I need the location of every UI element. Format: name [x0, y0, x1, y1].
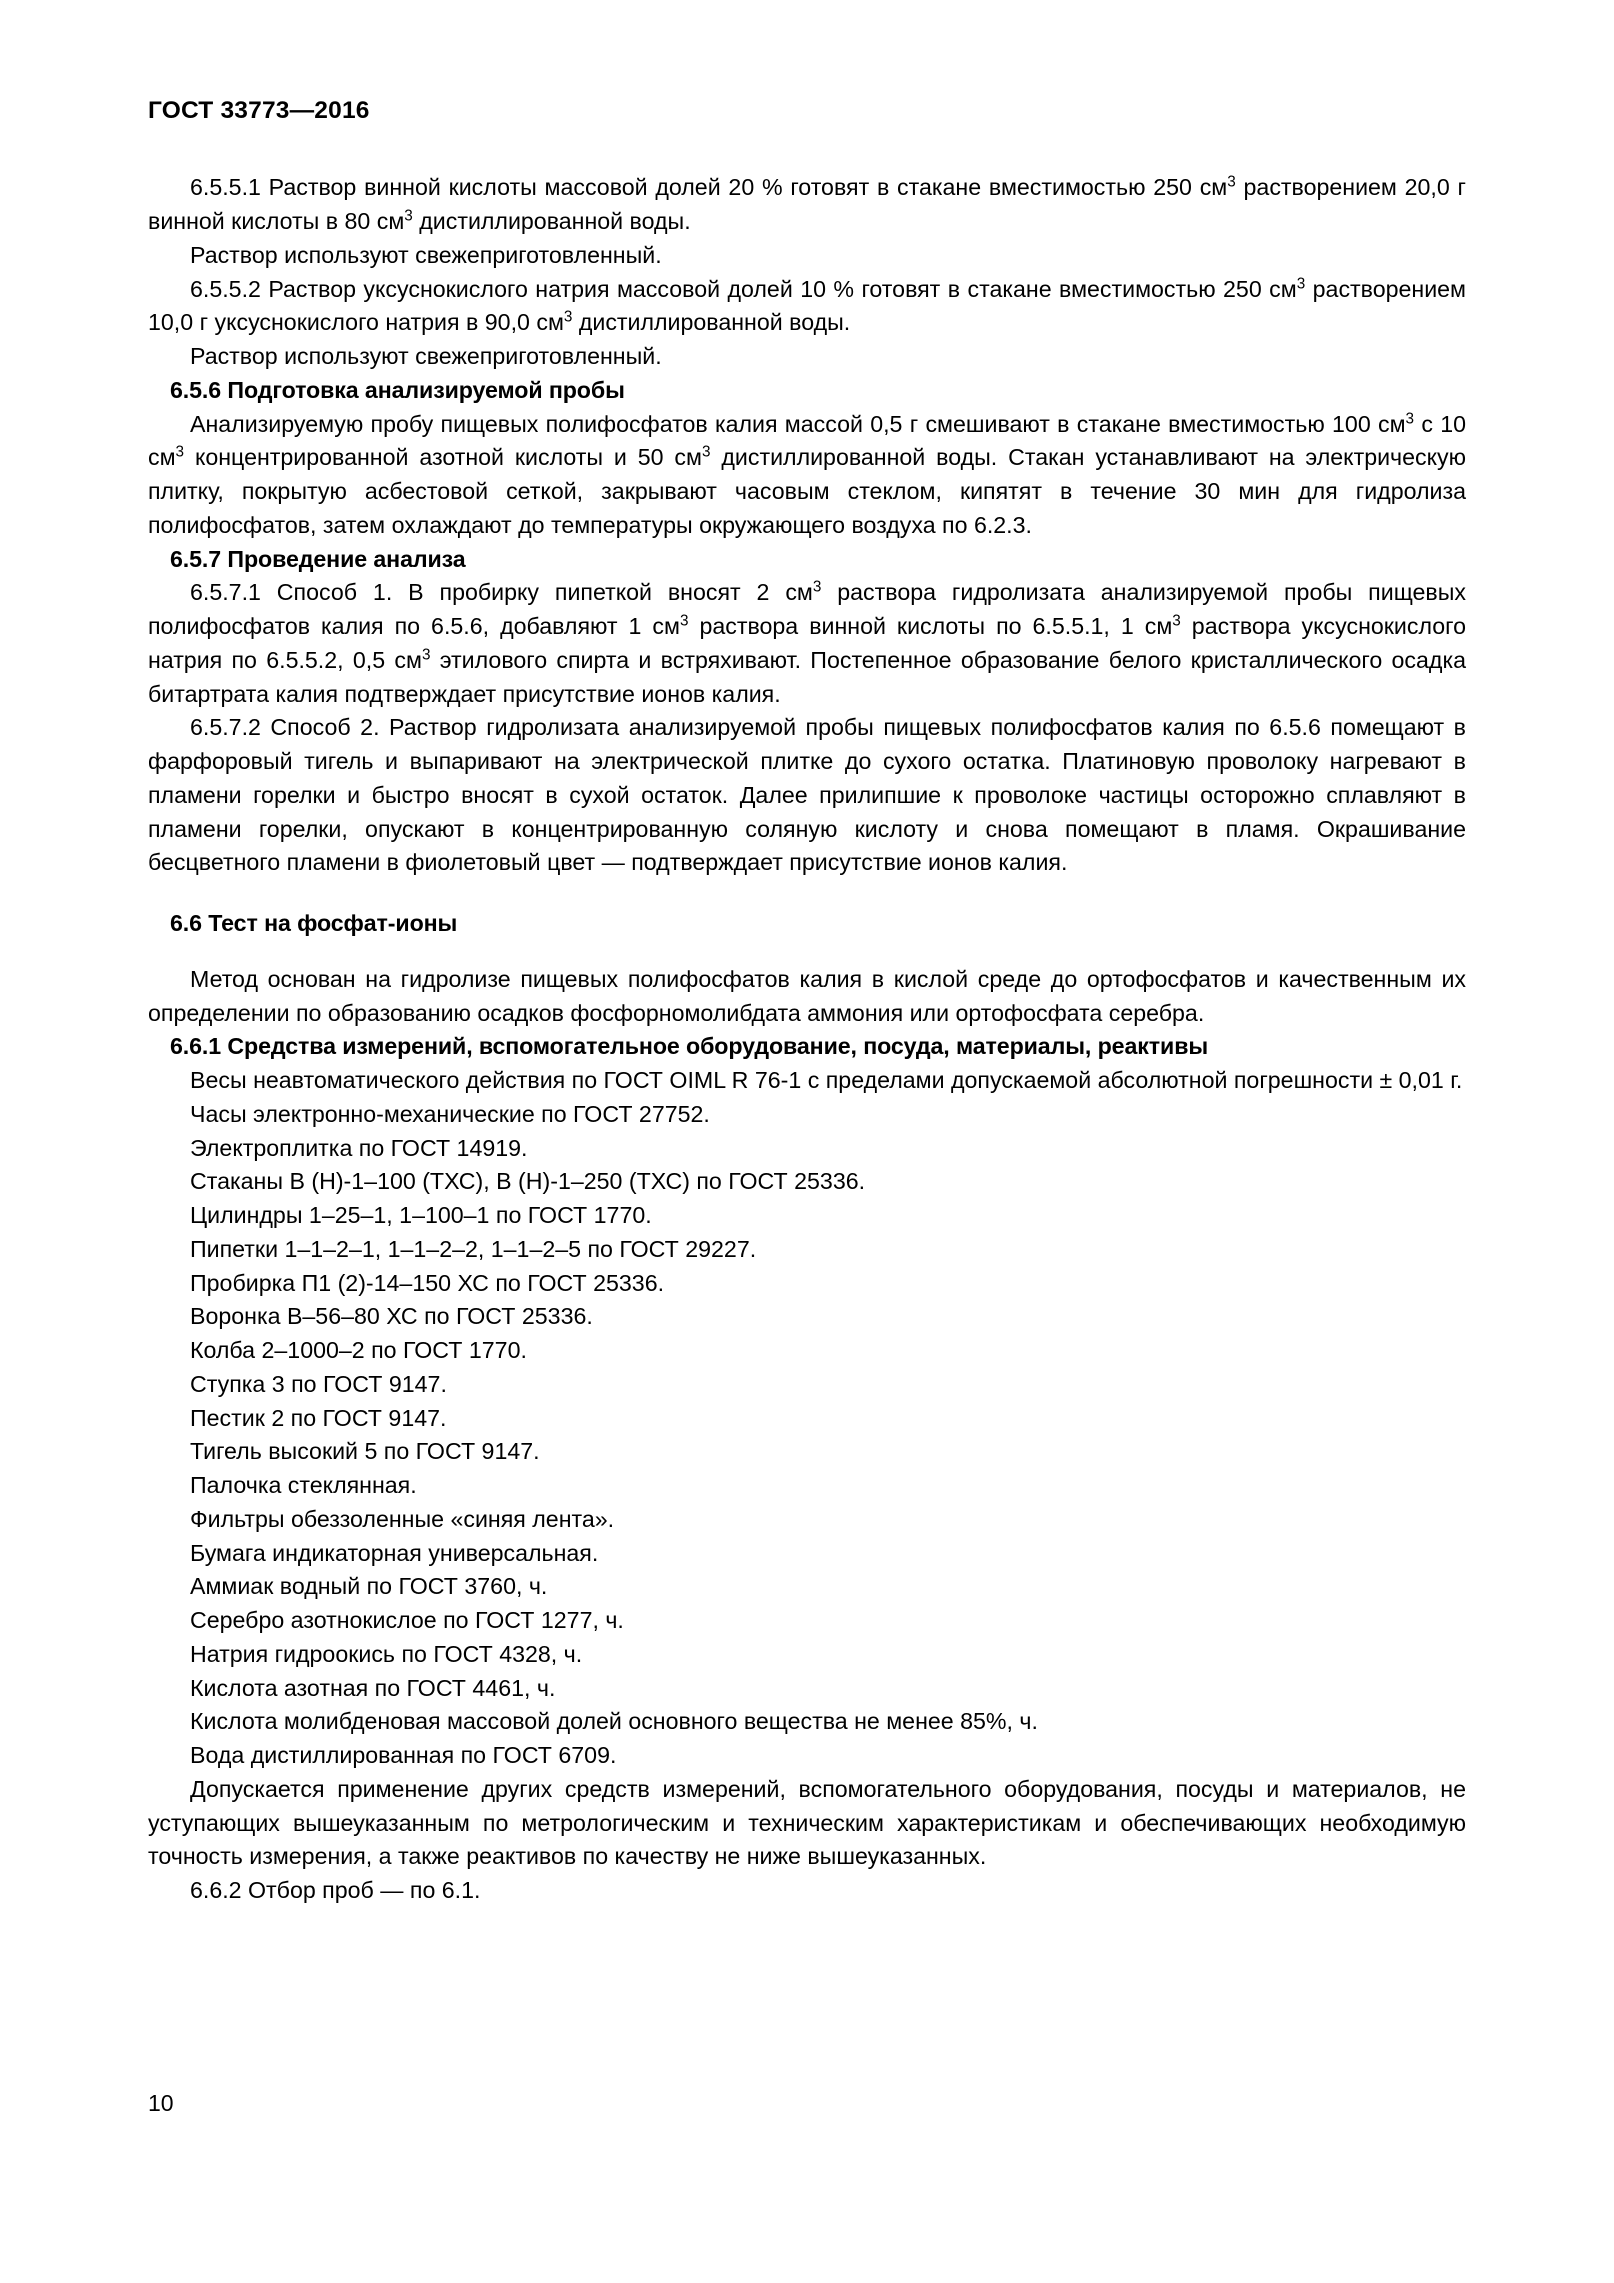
standard-header: ГОСТ 33773—2016 [148, 97, 370, 124]
list-item: Тигель высокий 5 по ГОСТ 9147. [190, 1438, 540, 1465]
list-item: Бумага индикаторная универсальная. [190, 1539, 599, 1566]
list-item: Палочка стеклянная. [190, 1472, 417, 1499]
superscript-cubic: 3 [1296, 274, 1306, 292]
clause-6-5-5-2-text-c: дистиллированной воды. [572, 309, 851, 336]
clause-6-5-5-1-text-c: дистиллированной воды. [412, 208, 691, 235]
note-fresh-solution-1: Раствор используют свежеприготовленный. [190, 241, 662, 268]
superscript-cubic: 3 [563, 308, 573, 326]
note-fresh-solution-2: Раствор используют свежеприготовленный. [190, 343, 662, 370]
list-item: Аммиак водный по ГОСТ 3760, ч. [190, 1573, 548, 1600]
list-item: Часы электронно-механические по ГОСТ 27752. [190, 1100, 710, 1127]
superscript-cubic: 3 [175, 443, 185, 461]
superscript-cubic: 3 [701, 443, 711, 461]
clause-6-6-method: Метод основан на гидролизе пищевых полифосфатов калия в кислой среде до ортофосфатов и качественным их определении по образованию осадков фосфорномолибдата аммония или ортофосфата серебра. [148, 965, 1466, 1026]
page-content [148, 96, 1466, 1908]
list-item: Стаканы В (Н)-1–100 (ТХС), В (Н)-1–250 (ТХС) по ГОСТ 25336. [190, 1168, 866, 1195]
list-item: Кислота азотная по ГОСТ 4461, ч. [190, 1674, 556, 1701]
clause-6-5-7-1-text-b: раствора гидролизата анализируемой пробы пищевых полифосфатов калия по 6.5.6, добавляют 1 см [148, 579, 1466, 640]
list-item: Серебро азотнокислое по ГОСТ 1277, ч. [190, 1607, 624, 1634]
clause-6-5-6-text-a: Анализируемую пробу пищевых полифосфатов калия массой 0,5 г смешивают в стакане вместимостью 100 см [190, 410, 1406, 437]
list-item: Воронка В–56–80 ХС по ГОСТ 25336. [190, 1303, 593, 1330]
clause-6-5-7-1-text-d: раствора уксуснокислого натрия по 6.5.5.2, 0,5 см [148, 613, 1466, 673]
clause-6-5-7-1-text-a: 6.5.7.1 Способ 1. В пробирку пипеткой вносят 2 см [190, 579, 813, 606]
heading-6-6-1: 6.6.1 Средства измерений, вспомогательное оборудование, посуда, материалы, реактивы [170, 1033, 1209, 1060]
page-number: 10 [148, 2090, 174, 2116]
superscript-cubic: 3 [421, 646, 431, 664]
superscript-cubic: 3 [679, 612, 689, 630]
list-item: Цилиндры 1–25–1, 1–100–1 по ГОСТ 1770. [190, 1202, 652, 1229]
clause-6-5-7-1 [148, 576, 1466, 711]
list-item: Вода дистиллированная по ГОСТ 6709. [190, 1742, 617, 1769]
list-item: Ступка 3 по ГОСТ 9147. [190, 1370, 447, 1397]
list-item: Натрия гидроокись по ГОСТ 4328, ч. [190, 1640, 583, 1667]
heading-6-6: 6.6 Тест на фосфат-ионы [170, 910, 458, 937]
list-item: Пестик 2 по ГОСТ 9147. [190, 1404, 447, 1431]
list-item: Электроплитка по ГОСТ 14919. [190, 1134, 528, 1161]
clause-6-5-7-1-text-e: этилового спирта и встряхивают. Постепенное образование белого кристаллического осадка битартрата калия подтверждает присутствие ионов калия. [148, 646, 1466, 707]
list-item: Фильтры обеззоленные «синяя лента». [190, 1505, 615, 1532]
clause-6-6-2: 6.6.2 Отбор проб — по 6.1. [190, 1877, 481, 1904]
superscript-cubic: 3 [1172, 612, 1181, 630]
clause-6-6-1-other-means: Допускается применение других средств измерений, вспомогательного оборудования, посуды и материалов, не уступающих вышеуказанным по метрологическим и техническим характеристикам и обеспечивающих необходимую точность измерения, а также реактивов по качеству не ниже вышеуказанных. [148, 1775, 1466, 1870]
clause-6-5-5-2-text-a: 6.5.5.2 Раствор уксуснокислого натрия массовой долей 10 % готовят в стакане вместимостью 250 см [190, 275, 1297, 302]
list-item: Пробирка П1 (2)-14–150 ХС по ГОСТ 25336. [190, 1269, 665, 1296]
clause-6-5-5-2-text-b: растворением 10,0 г уксуснокислого натрия в 90,0 см [148, 275, 1466, 336]
heading-6-5-6: 6.5.6 Подготовка анализируемой пробы [170, 376, 625, 403]
clause-6-5-5-1 [148, 171, 1466, 239]
clause-6-5-6-text-b: с 10 см [148, 410, 1466, 471]
list-item: Колба 2–1000–2 по ГОСТ 1770. [190, 1337, 527, 1364]
superscript-cubic: 3 [812, 578, 822, 596]
equipment-list [148, 1098, 1466, 1773]
clause-6-5-7-1-text-c: раствора винной кислоты по 6.5.5.1, 1 см [688, 613, 1173, 640]
superscript-cubic: 3 [404, 207, 413, 225]
list-item: Пипетки 1–1–2–1, 1–1–2–2, 1–1–2–5 по ГОСТ 29227. [190, 1235, 757, 1262]
clause-6-6-1-scales: Весы неавтоматического действия по ГОСТ OIML R 76-1 с пределами допускаемой абсолютной погрешности ± 0,01 г. [190, 1067, 1463, 1094]
clause-6-5-5-1-text-a: 6.5.5.1 Раствор винной кислоты массовой долей 20 % готовят в стакане вместимостью 250 см [190, 174, 1228, 201]
superscript-cubic: 3 [1227, 173, 1236, 191]
clause-6-5-6-text-c: концентрированной азотной кислоты и 50 см [184, 444, 702, 471]
clause-6-5-7-2: 6.5.7.2 Способ 2. Раствор гидролизата анализируемой пробы пищевых полифосфатов калия по 6.5.6 помещают в фарфоровый тигель и выпаривают на электрической плитке до сухого остатка. Платиновую проволоку нагревают в пламени горелки и быстро вносят в сухой остаток. Далее прилипшие к проволоке частицы осторожно сплавляют в пламени горелки, опускают в концентрированную соляную кислоту и снова помещают в пламя. Окрашивание бесцветного пламени в фиолетовый цвет — подтверждает присутствие ионов калия. [148, 714, 1466, 876]
clause-6-5-5-2 [148, 273, 1466, 341]
superscript-cubic: 3 [1405, 409, 1415, 427]
list-item: Кислота молибденовая массовой долей основного вещества не менее 85%, ч. [190, 1708, 1038, 1735]
heading-6-5-7: 6.5.7 Проведение анализа [170, 545, 466, 572]
clause-6-5-6-text-d: дистиллированной воды. Стакан устанавливают на электрическую плитку, покрытую асбестовой сеткой, закрывают часовым стеклом, кипятят в течение 30 мин для гидролиза полифосфатов, затем охлаждают до температуры окружающего воздуха по 6.2.3. [148, 444, 1466, 538]
clause-6-5-5-1-text-b: растворением 20,0 г винной кислоты в 80 см [148, 174, 1466, 235]
clause-6-5-6-body [148, 408, 1466, 543]
